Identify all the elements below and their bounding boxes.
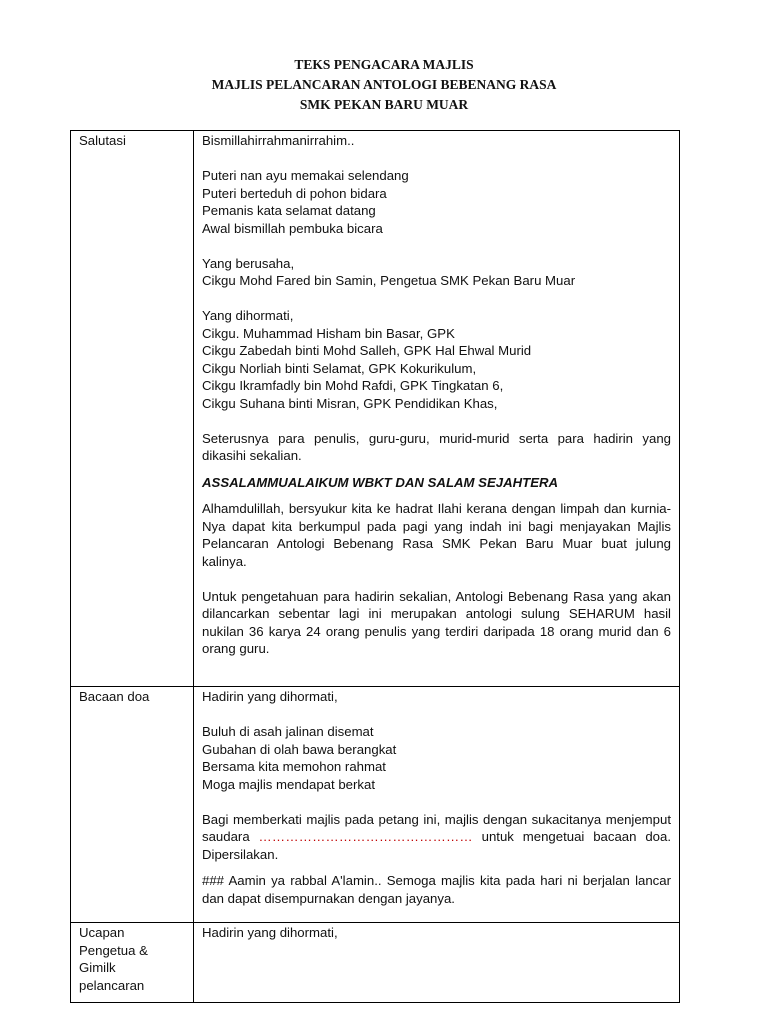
table-row (71, 687, 680, 923)
document-header (0, 55, 768, 115)
label-line: Gimilk (79, 960, 116, 975)
row-content-salutasi (194, 131, 680, 687)
pantun-line: Bersama kita memohon rahmat (202, 759, 386, 774)
info-paragraph: Untuk pengetahuan para hadirin sekalian, Antologi Bebenang Rasa yang akan dilancarkan sebentar lagi ini merupakan antologi sulung SEHARUM hasil nukilan 36 karya 24 orang penulis yang terdiri daripada 18 orang murid dan 6 orang guru. (202, 588, 671, 656)
label-line: Pengetua & (79, 942, 148, 958)
table-row (71, 923, 680, 1003)
invite-text-2: untuk mengetuai bacaan doa. Dipersilakan. (202, 829, 671, 862)
label-line: pelancaran (79, 977, 145, 993)
pantun-line: Puteri berteduh di pohon bidara (202, 185, 387, 201)
emcee-script-table (70, 130, 680, 1003)
pantun-line: Awal bismillah pembuka bicara (202, 220, 383, 236)
guest-line: Cikgu Suhana binti Misran, GPK Pendidikan Khas, (202, 395, 498, 411)
guest-line: Cikgu. Muhammad Hisham bin Basar, GPK (202, 325, 455, 341)
label-line: Ucapan (79, 925, 125, 940)
name-blank-dots: ………………………………………… (258, 829, 473, 844)
seterusnya-paragraph: Seterusnya para penulis, guru-guru, murid-murid serta para hadirin yang dikasihi sekalian. (202, 430, 671, 463)
yang-dihormati: Yang dihormati, (202, 308, 294, 323)
header-title: TEKS PENGACARA MAJLIS (294, 57, 474, 72)
invite-text-1: Bagi memberkati majlis pada petang ini, majlis dengan sukacitanya menjemput saudara (202, 811, 671, 844)
pengetua-line: Cikgu Mohd Fared bin Samin, Pengetua SMK Pekan Baru Muar (202, 273, 576, 288)
guest-line: Cikgu Zabedah binti Mohd Salleh, GPK Hal Ehwal Murid (202, 343, 532, 358)
opening-line: Bismillahirrahmanirrahim.. (202, 133, 355, 148)
header-event: MAJLIS PELANCARAN ANTOLOGI BEBENANG RASA (211, 77, 557, 92)
aamin-paragraph: ### Aamin ya rabbal A'lamin.. Semoga majlis kita pada hari ni berjalan lancar dan dapat disempurnakan dengan jayanya. (202, 873, 671, 906)
row-content-bacaan-doa (194, 687, 680, 923)
header-school: SMK PEKAN BARU MUAR (299, 97, 469, 112)
table-row (71, 131, 680, 687)
row-label-bacaan-doa: Bacaan doa (71, 687, 194, 923)
row-label-salutasi: Salutasi (71, 131, 194, 687)
row-label-ucapan (71, 923, 194, 1003)
greeting-line: Hadirin yang dihormati, (202, 925, 338, 940)
pantun-line: Moga majlis mendapat berkat (202, 776, 375, 792)
pantun-line: Puteri nan ayu memakai selendang (202, 168, 409, 183)
salam-heading: ASSALAMMUALAIKUM WBKT DAN SALAM SEJAHTERA (202, 474, 559, 490)
pantun-line: Pemanis kata selamat datang (202, 203, 376, 218)
pantun-line: Buluh di asah jalinan disemat (202, 724, 374, 739)
alhamdulillah-paragraph: Alhamdulillah, bersyukur kita ke hadrat Ilahi kerana dengan limpah dan kurnia-Nya dapat kita berkumpul pada pagi yang indah ini bagi menjayakan Majlis Pelancaran Antologi Bebenang Rasa SMK Pekan Baru Muar buat julung kalinya. (202, 501, 671, 569)
guest-line: Cikgu Norliah binti Selamat, GPK Kokurikulum, (202, 360, 477, 376)
row-content-ucapan (194, 923, 680, 1003)
guest-line: Cikgu Ikramfadly bin Mohd Rafdi, GPK Tingkatan 6, (202, 378, 504, 393)
yang-berusaha: Yang berusaha, (202, 255, 295, 271)
invite-paragraph (202, 811, 671, 864)
pantun-line: Gubahan di olah bawa berangkat (202, 741, 397, 757)
greeting-line: Hadirin yang dihormati, (202, 689, 338, 704)
